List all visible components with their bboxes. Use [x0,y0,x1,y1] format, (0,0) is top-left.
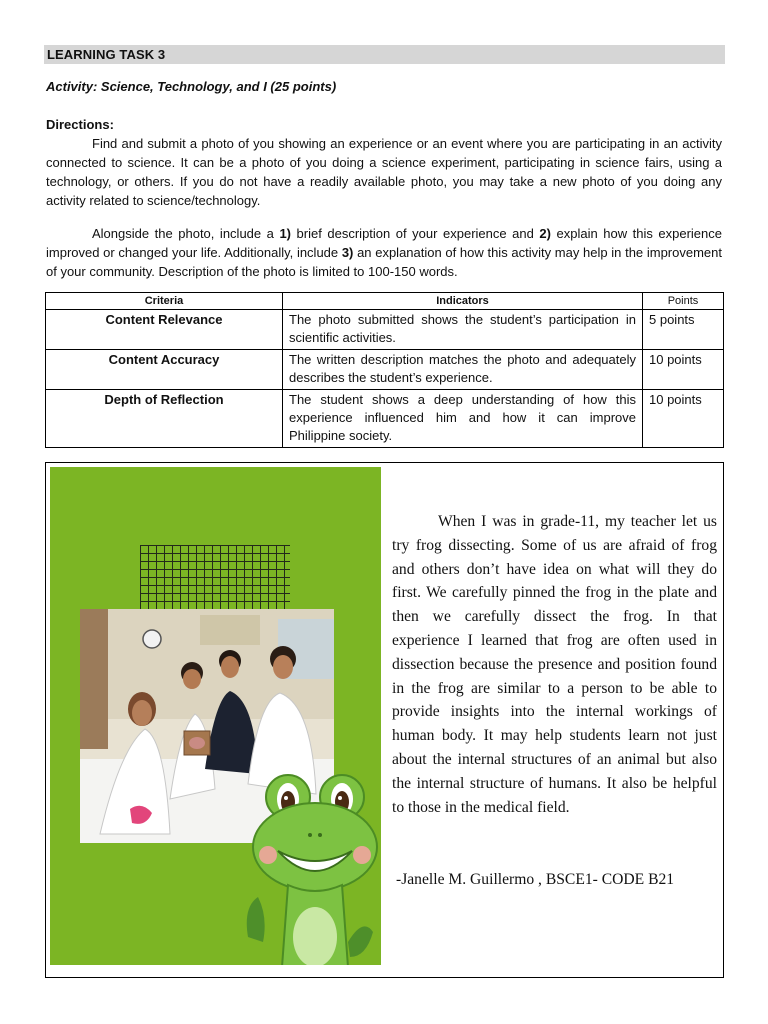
rubric-row [46,350,724,390]
points-cell: 10 points [643,350,724,390]
criteria-cell: Content Accuracy [46,350,283,390]
criteria-cell: Depth of Reflection [46,390,283,448]
paragraph-1-text: Find and submit a photo of you showing an experience or an event where you are participating in an activity connected to science. It can be a photo of you doing a science experiment, participating in science fairs, using a technology, or others. If you do not have a readily available photo, you may take a new photo of you doing any activity related to science/technology. [46,136,722,208]
criteria-cell: Content Relevance [46,310,283,350]
task-title: LEARNING TASK 3 [47,47,166,62]
reflection-text [392,510,717,819]
indicators-header: Indicators [283,293,643,310]
indicator-cell: The student shows a deep understanding of how this experience influenced him and how it can improve Philippine society. [283,390,643,448]
indicator-cell: The written description matches the photo and adequately describes the student’s experience. [283,350,643,390]
indicator-cell: The photo submitted shows the student’s participation in scientific activities. [283,310,643,350]
points-header: Points [643,293,724,310]
reflection-body: When I was in grade-11, my teacher let us try frog dissecting. Some of us are afraid of frog and others don’t have idea on what will they do first. We carefully pinned the frog in the plate and then we carefully dissect the frog. In that experience I learned that frog are often used in dissection because the presence and position found in the frog are similar to a person to be able to provide insights into the internal workings of human body. It may help students learn not just about the internal structures of an animal but also the internal structure of humans. It also be helpful to those in the medical field. [392,513,717,816]
rubric-row [46,390,724,448]
photo-panel [50,467,381,965]
item-number: 2) [539,226,551,241]
signature-line: -Janelle M. Guillermo , BSCE1- CODE B21 [396,871,675,888]
rubric-row [46,310,724,350]
points-cell: 5 points [643,310,724,350]
directions-paragraph-2 [46,224,722,281]
item-number: 1) [279,226,292,241]
rubric-table [45,292,724,448]
paragraph-2-text: explain how this experience improved or changed your life. Additionally, include [46,226,722,260]
activity-title: Activity: Science, Technology, and I (25 points) [46,79,337,94]
directions-paragraph-1 [46,134,722,210]
directions-label: Directions: [46,117,114,132]
points-cell: 10 points [643,390,724,448]
criteria-header: Criteria [46,293,283,310]
paragraph-2-text: brief description of your experience and [291,226,540,241]
paragraph-2-text: Alongside the photo, include a [92,226,280,241]
frog-illustration [238,767,378,965]
paragraph-2-text: an explanation of how this activity may help in the improvement of your community. Description of the photo is limited to 100-150 words. [46,245,722,279]
rubric-header-row [46,293,724,310]
item-number: 3) [341,245,354,260]
